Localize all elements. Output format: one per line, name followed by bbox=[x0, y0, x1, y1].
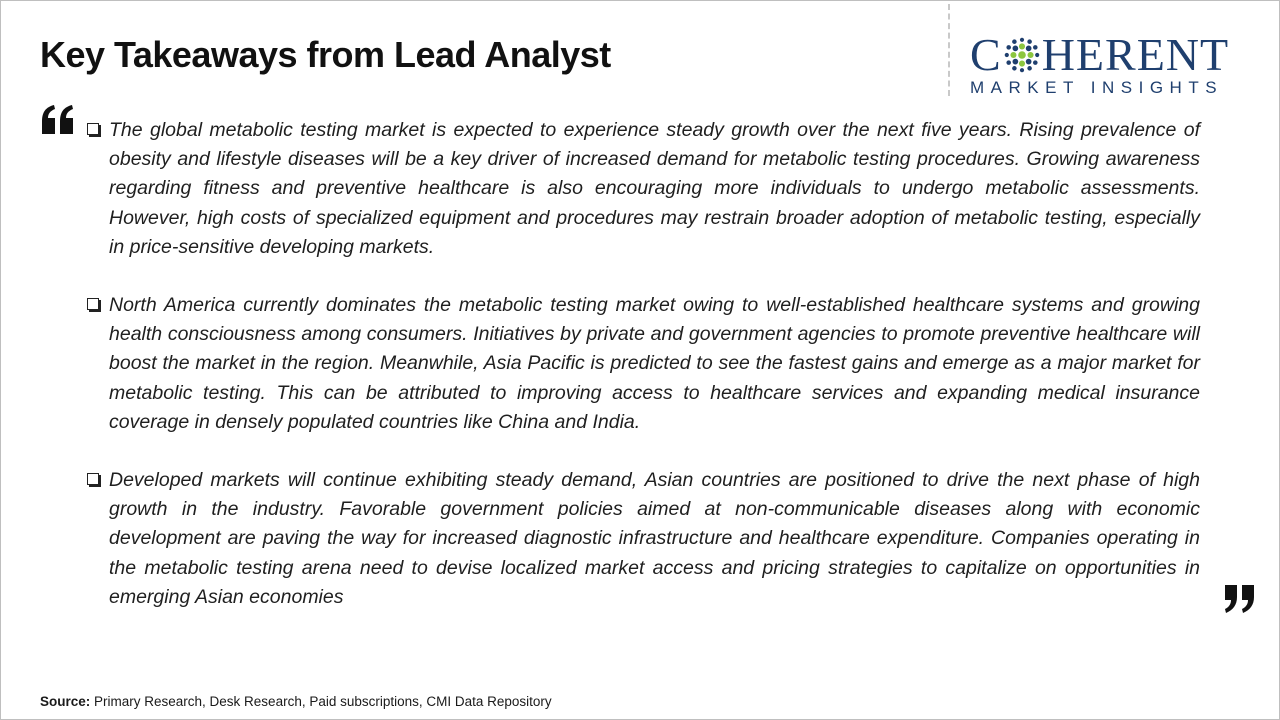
list-item bbox=[86, 116, 1200, 262]
globe-icon bbox=[1003, 36, 1041, 74]
bullet-text: Developed markets will continue exhibiting steady demand, Asian countries are positioned to drive the next phase of high growth in the industry. Favorable government policies aimed at non-communicable diseases along with economic development are paving the way for increased diagnostic infrastructure and healthcare expenditure. Companies operating in the metabolic testing arena need to devise localized market access and pricing strategies to capitalize on opportunities in emerging Asian economies bbox=[109, 469, 1200, 608]
logo-divider bbox=[948, 4, 950, 96]
company-logo bbox=[968, 30, 1263, 100]
close-quote-icon bbox=[1224, 584, 1258, 614]
logo-subtitle: MARKET INSIGHTS bbox=[970, 78, 1224, 97]
open-quote-icon bbox=[40, 104, 76, 136]
bullet-text: The global metabolic testing market is expected to experience steady growth over the next five years. Rising prevalence of obesity and lifestyle diseases will be a key driver of increased demand for metabolic testing procedures. Growing awareness regarding fitness and preventive healthcare is also encouraging more individuals to undergo metabolic assessments. However, high costs of specialized equipment and procedures may restrain broader adoption of metabolic testing, especially in price-sensitive developing markets. bbox=[109, 119, 1200, 258]
page-title: Key Takeaways from Lead Analyst bbox=[40, 34, 611, 75]
takeaways-list bbox=[86, 116, 1200, 641]
source-label: Source: bbox=[40, 694, 91, 709]
bullet-text: North America currently dominates the metabolic testing market owing to well-established healthcare systems and growing health consciousness among consumers. Initiatives by private and government agencies to promote preventive healthcare will boost the market in the region. Meanwhile, Asia Pacific is predicted to see the fastest gains and emerge as a major market for metabolic testing. This can be attributed to improving access to healthcare services and expanding medical insurance coverage in densely populated countries like China and India. bbox=[109, 294, 1200, 433]
source-text: Primary Research, Desk Research, Paid subscriptions, CMI Data Repository bbox=[90, 694, 552, 709]
list-item bbox=[86, 291, 1200, 437]
logo-letters-herent: HERENT bbox=[1041, 29, 1230, 80]
source-note bbox=[40, 694, 552, 709]
checkbox-bullet-icon bbox=[87, 123, 99, 135]
logo-letter-c: C bbox=[970, 29, 1002, 80]
logo-wordmark bbox=[970, 30, 1229, 80]
checkbox-bullet-icon bbox=[87, 473, 99, 485]
list-item bbox=[86, 466, 1200, 612]
checkbox-bullet-icon bbox=[87, 298, 99, 310]
